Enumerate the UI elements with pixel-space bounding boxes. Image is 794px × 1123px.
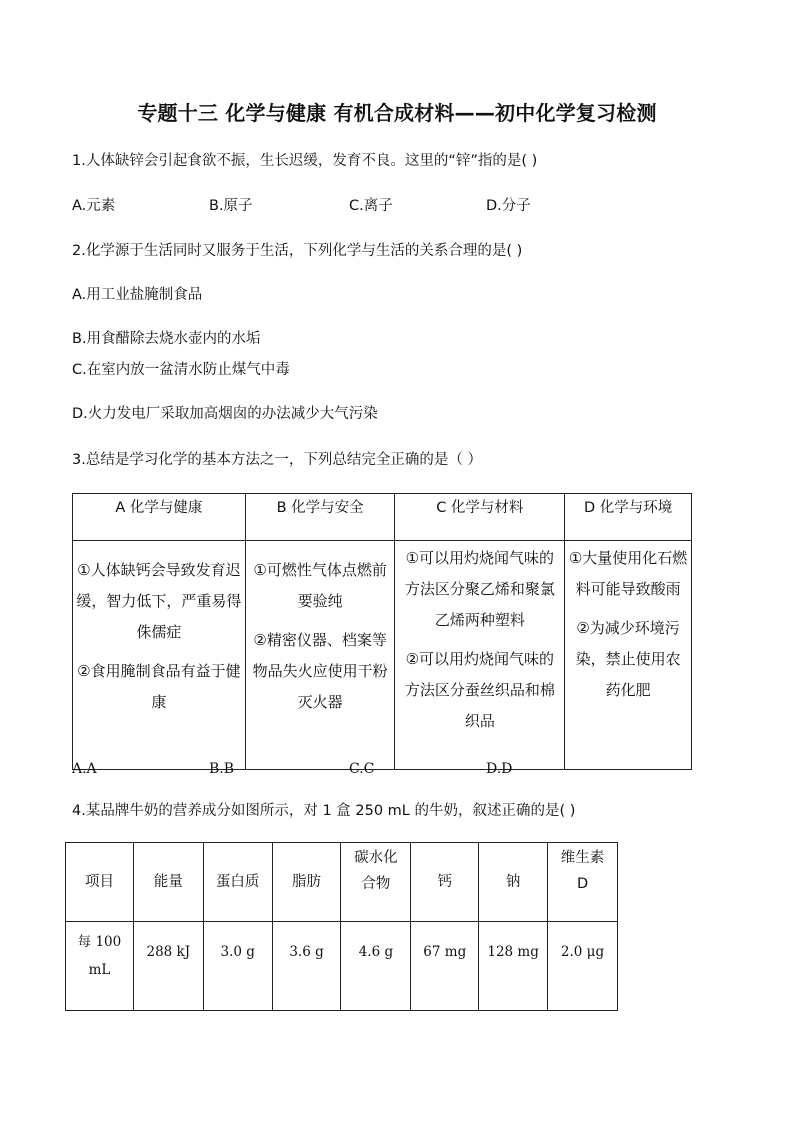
q4-value-basis: 每 100 mL (66, 922, 134, 1011)
q3-cell-b-item-1: ①可燃性气体点燃前要验纯 (253, 561, 387, 610)
q1-option-c: C.离子 (349, 198, 393, 214)
q3-cell-a-item-1: ①人体缺钙会导致发育迟缓，智力低下，严重易得侏儒症 (76, 561, 242, 641)
q3-header-c: C 化学与材料 (395, 494, 565, 541)
q4-header-vitamin-d: 维生素D (548, 843, 618, 922)
q3-content-row (73, 541, 692, 770)
q3-header-row (73, 494, 692, 541)
q3-cell-c-item-1: ①可以用灼烧闻气味的方法区分聚乙烯和聚氯乙烯两种塑料 (404, 549, 555, 629)
question-4-text: 4.某品牌牛奶的营养成分如图所示，对 1 盒 250 mL 的牛奶，叙述正确的是( ) (72, 803, 576, 819)
q3-header-d: D 化学与环境 (565, 494, 692, 541)
question-2-text: 2.化学源于生活同时又服务于生活，下列化学与生活的关系合理的是( ) (72, 243, 523, 259)
q4-value-calcium: 67 mg (411, 922, 479, 1011)
q1-option-d: D.分子 (486, 198, 531, 214)
q4-nutrition-table (65, 842, 618, 1011)
q4-value-protein: 3.0 g (203, 922, 272, 1011)
question-3-text: 3.总结是学习化学的基本方法之一，下列总结完全正确的是（ ） (72, 452, 482, 468)
q4-header-protein: 蛋白质 (203, 843, 272, 922)
q3-cell-c (395, 541, 565, 770)
q1-option-a: A.元素 (72, 198, 116, 214)
q3-option-d: D.D (486, 761, 513, 777)
q3-cell-a-item-2: ②食用腌制食品有益于健康 (77, 662, 241, 711)
q4-value-vitamin-d: 2.0 μg (548, 922, 618, 1011)
q1-option-b: B.原子 (209, 198, 253, 214)
q4-header-energy: 能量 (133, 843, 203, 922)
q4-value-sodium: 128 mg (479, 922, 548, 1011)
q3-cell-b-item-2: ②精密仪器、档案等物品失火应使用干粉灭火器 (252, 631, 388, 711)
q4-header-sodium: 钠 (479, 843, 548, 922)
q3-option-c: C.C (349, 761, 375, 777)
q4-header-item: 项目 (66, 843, 134, 922)
q4-value-row (66, 922, 618, 1011)
page-title: 专题十三 化学与健康 有机合成材料——初中化学复习检测 (137, 101, 657, 125)
q2-option-b: B.用食醋除去烧水壶内的水垢 (72, 331, 261, 347)
q2-option-d: D.火力发电厂采取加高烟囱的办法减少大气污染 (72, 406, 378, 422)
q3-option-b: B.B (209, 761, 235, 777)
q3-summary-table (72, 493, 692, 770)
q3-option-a: A.A (72, 761, 97, 777)
q4-value-carbohydrate: 4.6 g (341, 922, 411, 1011)
q4-value-energy: 288 kJ (133, 922, 203, 1011)
q3-cell-d (565, 541, 692, 770)
q3-cell-a (73, 541, 246, 770)
q3-cell-c-item-2: ②可以用灼烧闻气味的方法区分蚕丝织品和棉织品 (404, 650, 555, 730)
q3-cell-d-item-1: ①大量使用化石燃料可能导致酸雨 (568, 549, 688, 598)
q4-header-calcium: 钙 (411, 843, 479, 922)
q3-header-b: B 化学与安全 (245, 494, 395, 541)
q3-cell-b (245, 541, 395, 770)
q4-header-fat: 脂肪 (272, 843, 341, 922)
question-1-text: 1.人体缺锌会引起食欲不振，生长迟缓，发育不良。这里的“锌”指的是( ) (72, 153, 538, 169)
q4-value-fat: 3.6 g (272, 922, 341, 1011)
q3-header-a: A 化学与健康 (73, 494, 246, 541)
q3-cell-d-item-2: ②为减少环境污染，禁止使用农药化肥 (575, 619, 681, 699)
q2-option-a: A.用工业盐腌制食品 (72, 287, 203, 303)
q2-option-c: C.在室内放一盆清水防止煤气中毒 (72, 362, 290, 378)
q4-header-row (66, 843, 618, 922)
q4-header-carbohydrate: 碳水化合物 (341, 843, 411, 922)
